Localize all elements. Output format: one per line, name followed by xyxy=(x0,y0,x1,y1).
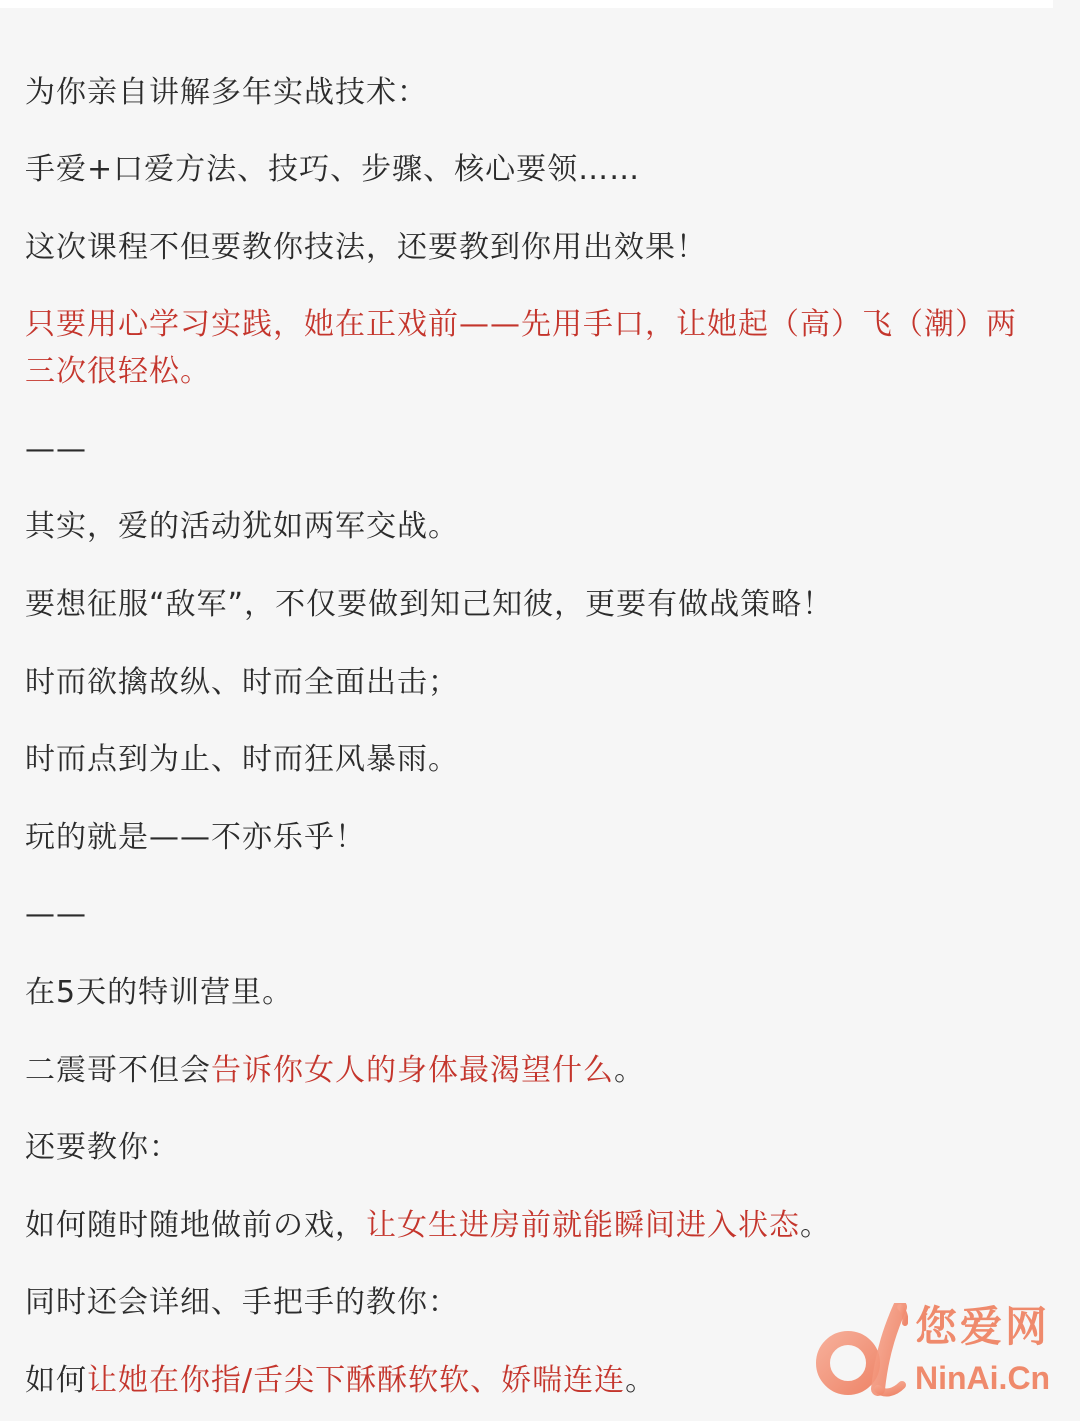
divider-dash: —— xyxy=(25,897,87,933)
paragraph-text: 玩的就是——不亦乐乎！ xyxy=(25,819,366,855)
paragraph-text: 。 xyxy=(614,1052,645,1088)
paragraph-text: 要想征服“敌军”，不仅要做到知己知彼，更要有做战策略！ xyxy=(25,587,834,623)
watermark-site-name: 您爱网 xyxy=(915,1302,1051,1351)
paragraph xyxy=(25,224,1035,271)
paragraph xyxy=(25,146,1035,193)
divider-dash: —— xyxy=(25,431,87,467)
paragraph xyxy=(25,581,1035,628)
ninai-a-logo-icon xyxy=(808,1303,908,1398)
paragraph-text: 还要教你： xyxy=(25,1130,180,1166)
paragraph-text: 时而欲擒故纵、时而全面出击； xyxy=(25,664,459,700)
paragraph-text: 同时还会详细、手把手的教你： xyxy=(25,1285,459,1321)
watermark xyxy=(808,1300,1068,1400)
paragraph-text: 如何随时随地做前の戏， xyxy=(25,1207,366,1243)
section-divider xyxy=(25,891,1035,938)
emphasized-text: 只要用心学习实践，她在正戏前——先用手口，让她起（高）飞（潮）两三次很轻松。 xyxy=(25,307,1017,390)
paragraph xyxy=(25,1124,1035,1171)
top-card-edge xyxy=(0,0,1053,8)
paragraph-text: 在5天的特训营里。 xyxy=(25,975,294,1011)
paragraph-text: 。 xyxy=(625,1363,657,1398)
paragraph-text: 这次课程不但要教你技法，还要教到你用出效果！ xyxy=(25,229,707,265)
paragraph xyxy=(25,814,1035,861)
paragraph xyxy=(25,1047,1035,1094)
paragraph-text: 为你亲自讲解多年实战技术： xyxy=(25,74,428,110)
highlighted-paragraph xyxy=(25,301,1035,395)
paragraph xyxy=(25,659,1035,706)
paragraph xyxy=(25,969,1035,1016)
paragraph-text: 。 xyxy=(800,1207,831,1243)
paragraph xyxy=(25,503,1035,550)
emphasized-text: 让她在你指/舌尖下酥酥软软、娇喘连连 xyxy=(87,1363,626,1398)
watermark-domain: NinAi.Cn xyxy=(915,1360,1051,1396)
paragraph-text: 其实，爱的活动犹如两军交战。 xyxy=(25,509,459,545)
section-divider xyxy=(25,426,1035,473)
paragraph-text: 时而点到为止、时而狂风暴雨。 xyxy=(25,742,459,778)
paragraph-text: 如何 xyxy=(25,1363,87,1398)
emphasized-text: 告诉你女人的身体最渴望什么 xyxy=(211,1052,614,1088)
paragraph-text: 二震哥不但会 xyxy=(25,1052,211,1088)
paragraph xyxy=(25,69,1035,116)
paragraph xyxy=(25,1202,1035,1249)
article-body xyxy=(25,69,1035,1405)
paragraph-text: 手爱+口爱方法、技巧、步骤、核心要领…… xyxy=(25,152,641,188)
paragraph xyxy=(25,736,1035,783)
emphasized-text: 让女生进房前就能瞬间进入状态 xyxy=(366,1207,800,1243)
